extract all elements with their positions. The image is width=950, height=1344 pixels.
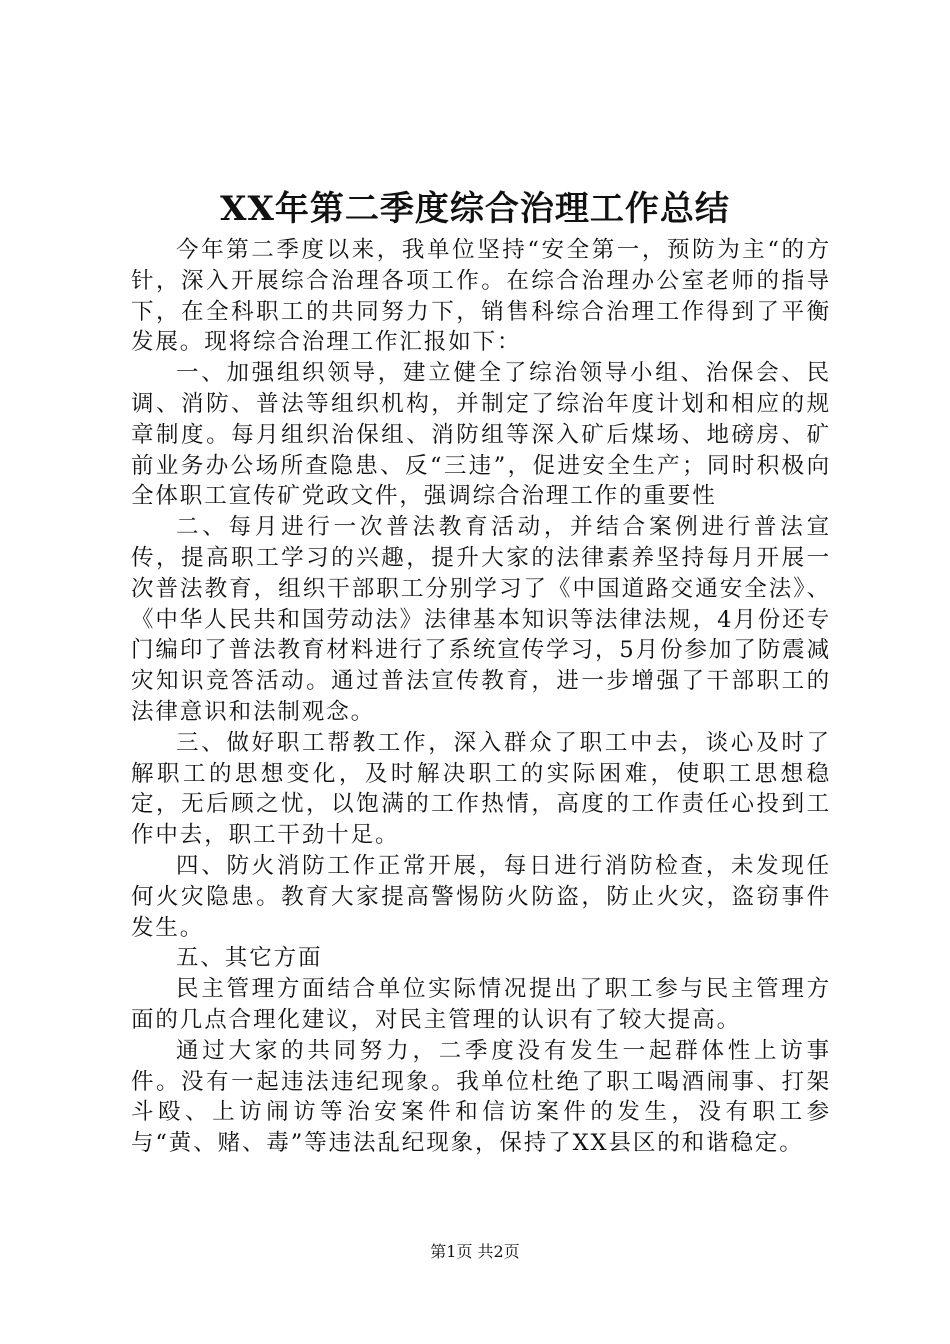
paragraph-section-4: 四、防火消防工作正常开展，每日进行消防检查，未发现任何火灾隐患。教育大家提高警惕防火防盗，防止火灾，盗窃事件发生。 xyxy=(131,852,831,941)
document-body xyxy=(131,235,831,1159)
paragraph-section-1: 一、加强组织领导，建立健全了综治领导小组、治保会、民调、消防、普法等组织机构，并制定了综治年度计划和相应的规章制度。每月组织治保组、消防组等深入矿后煤场、地磅房、矿前业务办公场所查隐患、反“三违”，促进安全生产；同时积极向全体职工宣传矿党政文件，强调综合治理工作的重要性 xyxy=(131,360,831,510)
paragraph-section-3: 三、做好职工帮教工作，深入群众了职工中去，谈心及时了解职工的思想变化，及时解决职工的实际困难，使职工思想稳定，无后顾之忧，以饱满的工作热情，高度的工作责任心投到工作中去，职工干劲十足。 xyxy=(131,729,831,849)
paragraph-intro: 今年第二季度以来，我单位坚持“安全第一，预防为主“的方针，深入开展综合治理各项工作。在综合治理办公室老师的指导下，在全科职工的共同努力下，销售科综合治理工作得到了平衡发展。现将综合治理工作汇报如下： xyxy=(131,237,831,356)
paragraph-conclusion: 通过大家的共同努力，二季度没有发生一起群体性上访事件。没有一起违法违纪现象。我单位杜绝了职工喝酒闹事、打架斗殴、上访闹访等治安案件和信访案件的发生，没有职工参与“黄、赌、毒”等违法乱纪现象，保持了XX县区的和谐稳定。 xyxy=(131,1037,831,1157)
paragraph-section-2: 二、每月进行一次普法教育活动，并结合案例进行普法宣传，提高职工学习的兴趣，提升大家的法律素养坚持每月开展一次普法教育，组织干部职工分别学习了《中国道路交通安全法》、《中华人民共和国劳动法》法律基本知识等法律法规，4月份还专门编印了普法教育材料进行了系统宣传学习，5月份参加了防震减灾知识竞答活动。通过普法宣传教育，进一步增强了干部职工的法律意识和法制观念。 xyxy=(131,514,831,725)
paragraph-democratic-management: 民主管理方面结合单位实际情况提出了职工参与民主管理方面的几点合理化建议，对民主管理的认识有了较大提高。 xyxy=(131,976,831,1033)
page-number-footer: 第1页 共2页 xyxy=(430,1242,520,1261)
page-title: XX年第二季度综合治理工作总结 xyxy=(220,189,730,229)
paragraph-section-5-heading: 五、其它方面 xyxy=(176,945,323,972)
